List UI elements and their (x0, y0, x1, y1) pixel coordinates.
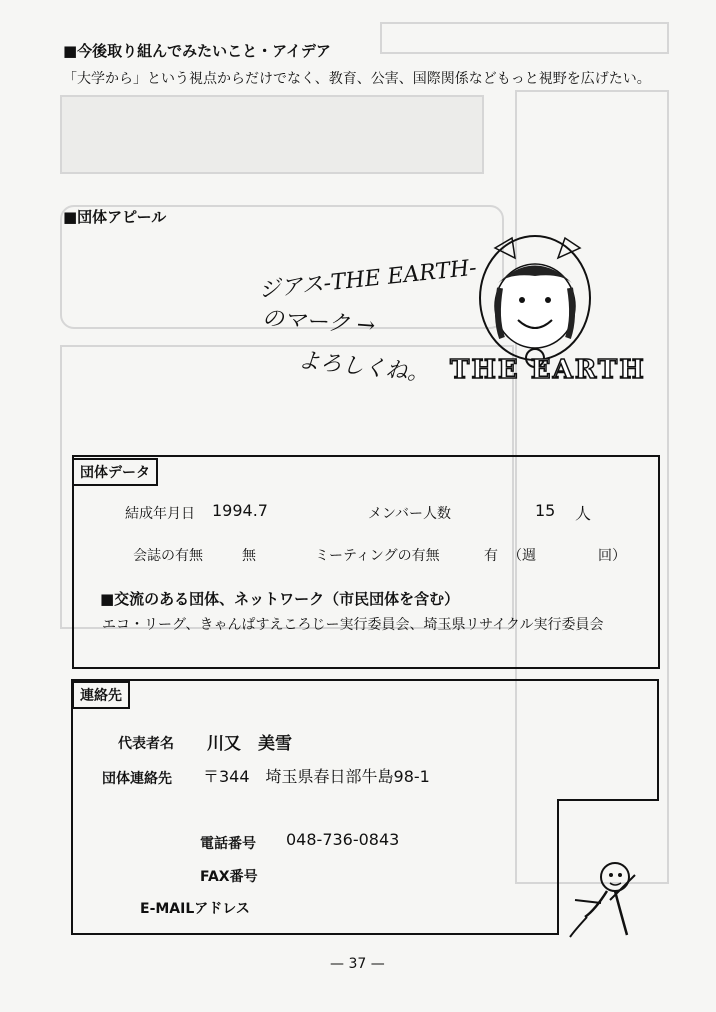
the-earth-mascot-logo (440, 228, 640, 418)
ideas-text: 「大学から」という視点からだけでなく、教育、公害、国際関係などもっと視野を広げたい。 (63, 71, 651, 87)
members-label: メンバー人数 (368, 506, 452, 522)
appeal-heading: ■団体アピール (63, 208, 167, 226)
page-number: — 37 — (330, 956, 385, 972)
founded-label: 結成年月日 (125, 506, 195, 522)
contact-tab: 連絡先 (72, 681, 130, 709)
founded-value: 1994.7 (212, 501, 268, 520)
rep-value: 川又 美雪 (207, 734, 292, 754)
newsletter-label: 会誌の有無 (133, 548, 203, 564)
address-value: 〒344 埼玉県春日部牛島98-1 (203, 767, 430, 786)
network-heading: ■交流のある団体、ネットワーク（市民団体を含む） (100, 590, 460, 608)
the-earth-logo-text: THE EARTH (450, 355, 646, 385)
members-unit: 人 (575, 504, 592, 523)
monkey-doodle (565, 855, 645, 945)
members-value: 15 (535, 501, 556, 520)
handwriting-line1: ジアス-THE EARTH- (257, 255, 478, 304)
ideas-heading: ■今後取り組んでみたいこと・アイデア (63, 42, 331, 60)
phone-label: 電話番号 (200, 836, 256, 852)
meeting-value: 有 (484, 548, 498, 564)
meeting-frequency-close: 回） (598, 548, 626, 564)
org-data-tab: 団体データ (72, 458, 158, 486)
ghost-box-header (380, 22, 669, 54)
rep-label: 代表者名 (118, 736, 174, 752)
network-text: エコ・リーグ、きゃんぱすえころじー実行委員会、埼玉県リサイクル実行委員会 (102, 617, 604, 633)
meeting-label: ミーティングの有無 (315, 548, 440, 564)
meeting-frequency-open: （週 (508, 548, 536, 564)
newsletter-value: 無 (242, 548, 256, 564)
email-label: E-MAILアドレス (140, 901, 250, 917)
address-label: 団体連絡先 (102, 771, 172, 787)
ghost-box-top (60, 95, 484, 174)
handwriting-line2: のマーク → (261, 306, 377, 339)
phone-value: 048-736-0843 (286, 830, 400, 849)
fax-label: FAX番号 (200, 869, 258, 885)
handwriting-line3: よろしくね。 (296, 348, 431, 387)
